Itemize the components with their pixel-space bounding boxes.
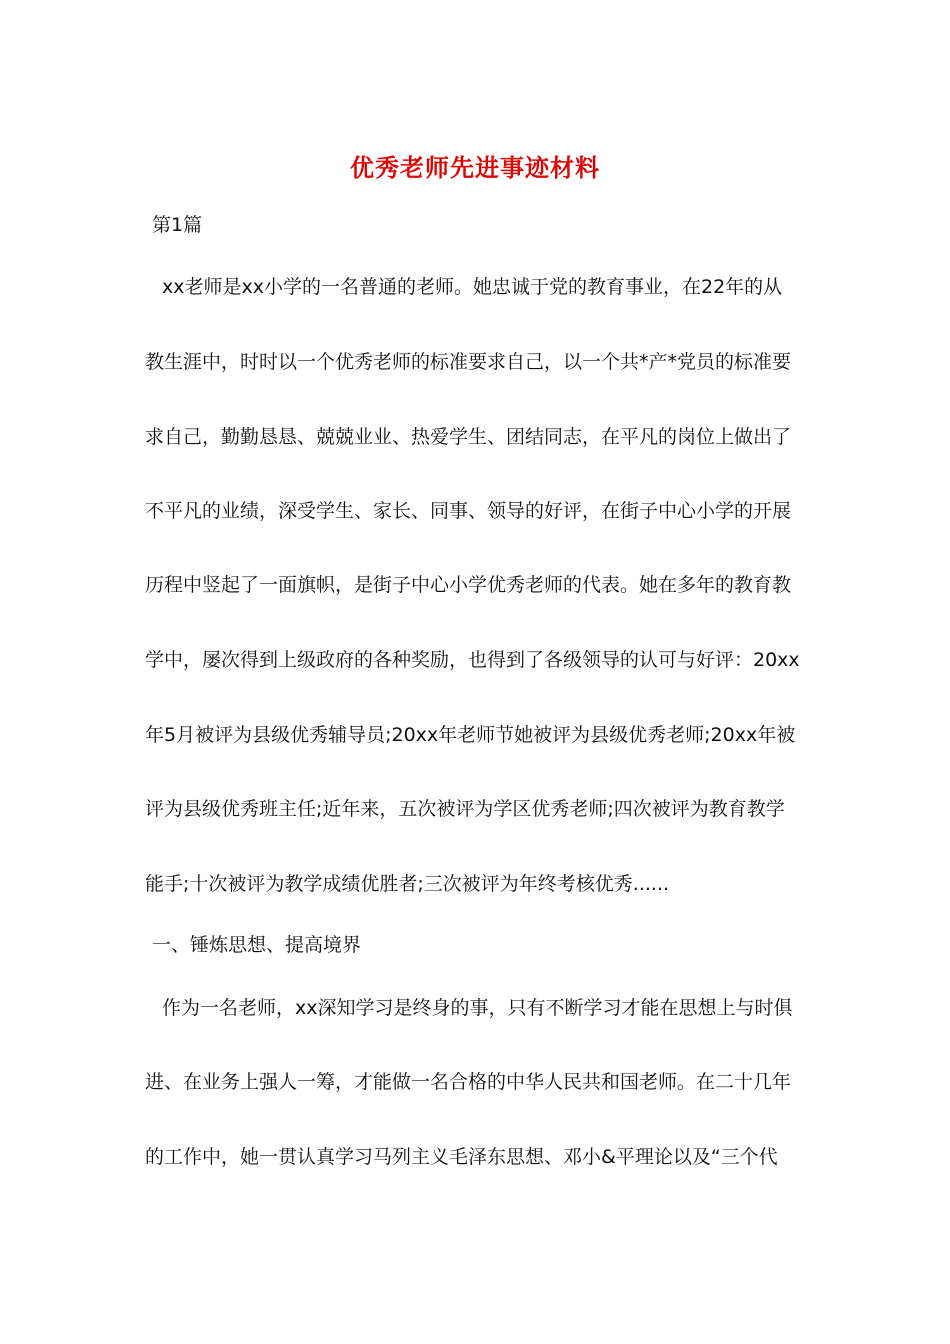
- section-label: 第1篇: [152, 214, 203, 236]
- paragraph2-line: 作为一名老师，xx深知学习是终身的事，只有不断学习才能在思想上与时俱: [162, 997, 793, 1019]
- paragraph1-line: 能手;十次被评为教学成绩优胜者;三次被评为年终考核优秀......: [145, 873, 670, 895]
- paragraph2-line: 进、在业务上强人一筹，才能做一名合格的中华人民共和国老师。在二十几年: [145, 1071, 792, 1093]
- document-title: 优秀老师先进事迹材料: [350, 153, 600, 182]
- paragraph1-line: xx老师是xx小学的一名普通的老师。她忠诚于党的教育事业，在22年的从: [162, 276, 783, 298]
- paragraph1-line: 不平凡的业绩，深受学生、家长、同事、领导的好评，在街子中心小学的开展: [145, 500, 792, 522]
- section-heading: 一、锤炼思想、提高境界: [152, 934, 362, 956]
- paragraph1-line: 求自己，勤勤恳恳、兢兢业业、热爱学生、团结同志，在平凡的岗位上做出了: [145, 426, 792, 448]
- paragraph1-line: 年5月被评为县级优秀辅导员;20xx年老师节她被评为县级优秀老师;20xx年被: [145, 724, 796, 746]
- paragraph1-line: 学中，屡次得到上级政府的各种奖励，也得到了各级领导的认可与好评：20xx: [145, 649, 800, 671]
- paragraph2-line: 的工作中，她一贯认真学习马列主义毛泽东思想、邓小&平理论以及“三个代: [145, 1146, 778, 1168]
- paragraph1-line: 历程中竖起了一面旗帜，是街子中心小学优秀老师的代表。她在多年的教育教: [145, 574, 792, 596]
- paragraph1-line: 教生涯中，时时以一个优秀老师的标准要求自己，以一个共*产*党员的标准要: [145, 351, 792, 373]
- paragraph1-line: 评为县级优秀班主任;近年来，五次被评为学区优秀老师;四次被评为教育教学: [145, 798, 785, 820]
